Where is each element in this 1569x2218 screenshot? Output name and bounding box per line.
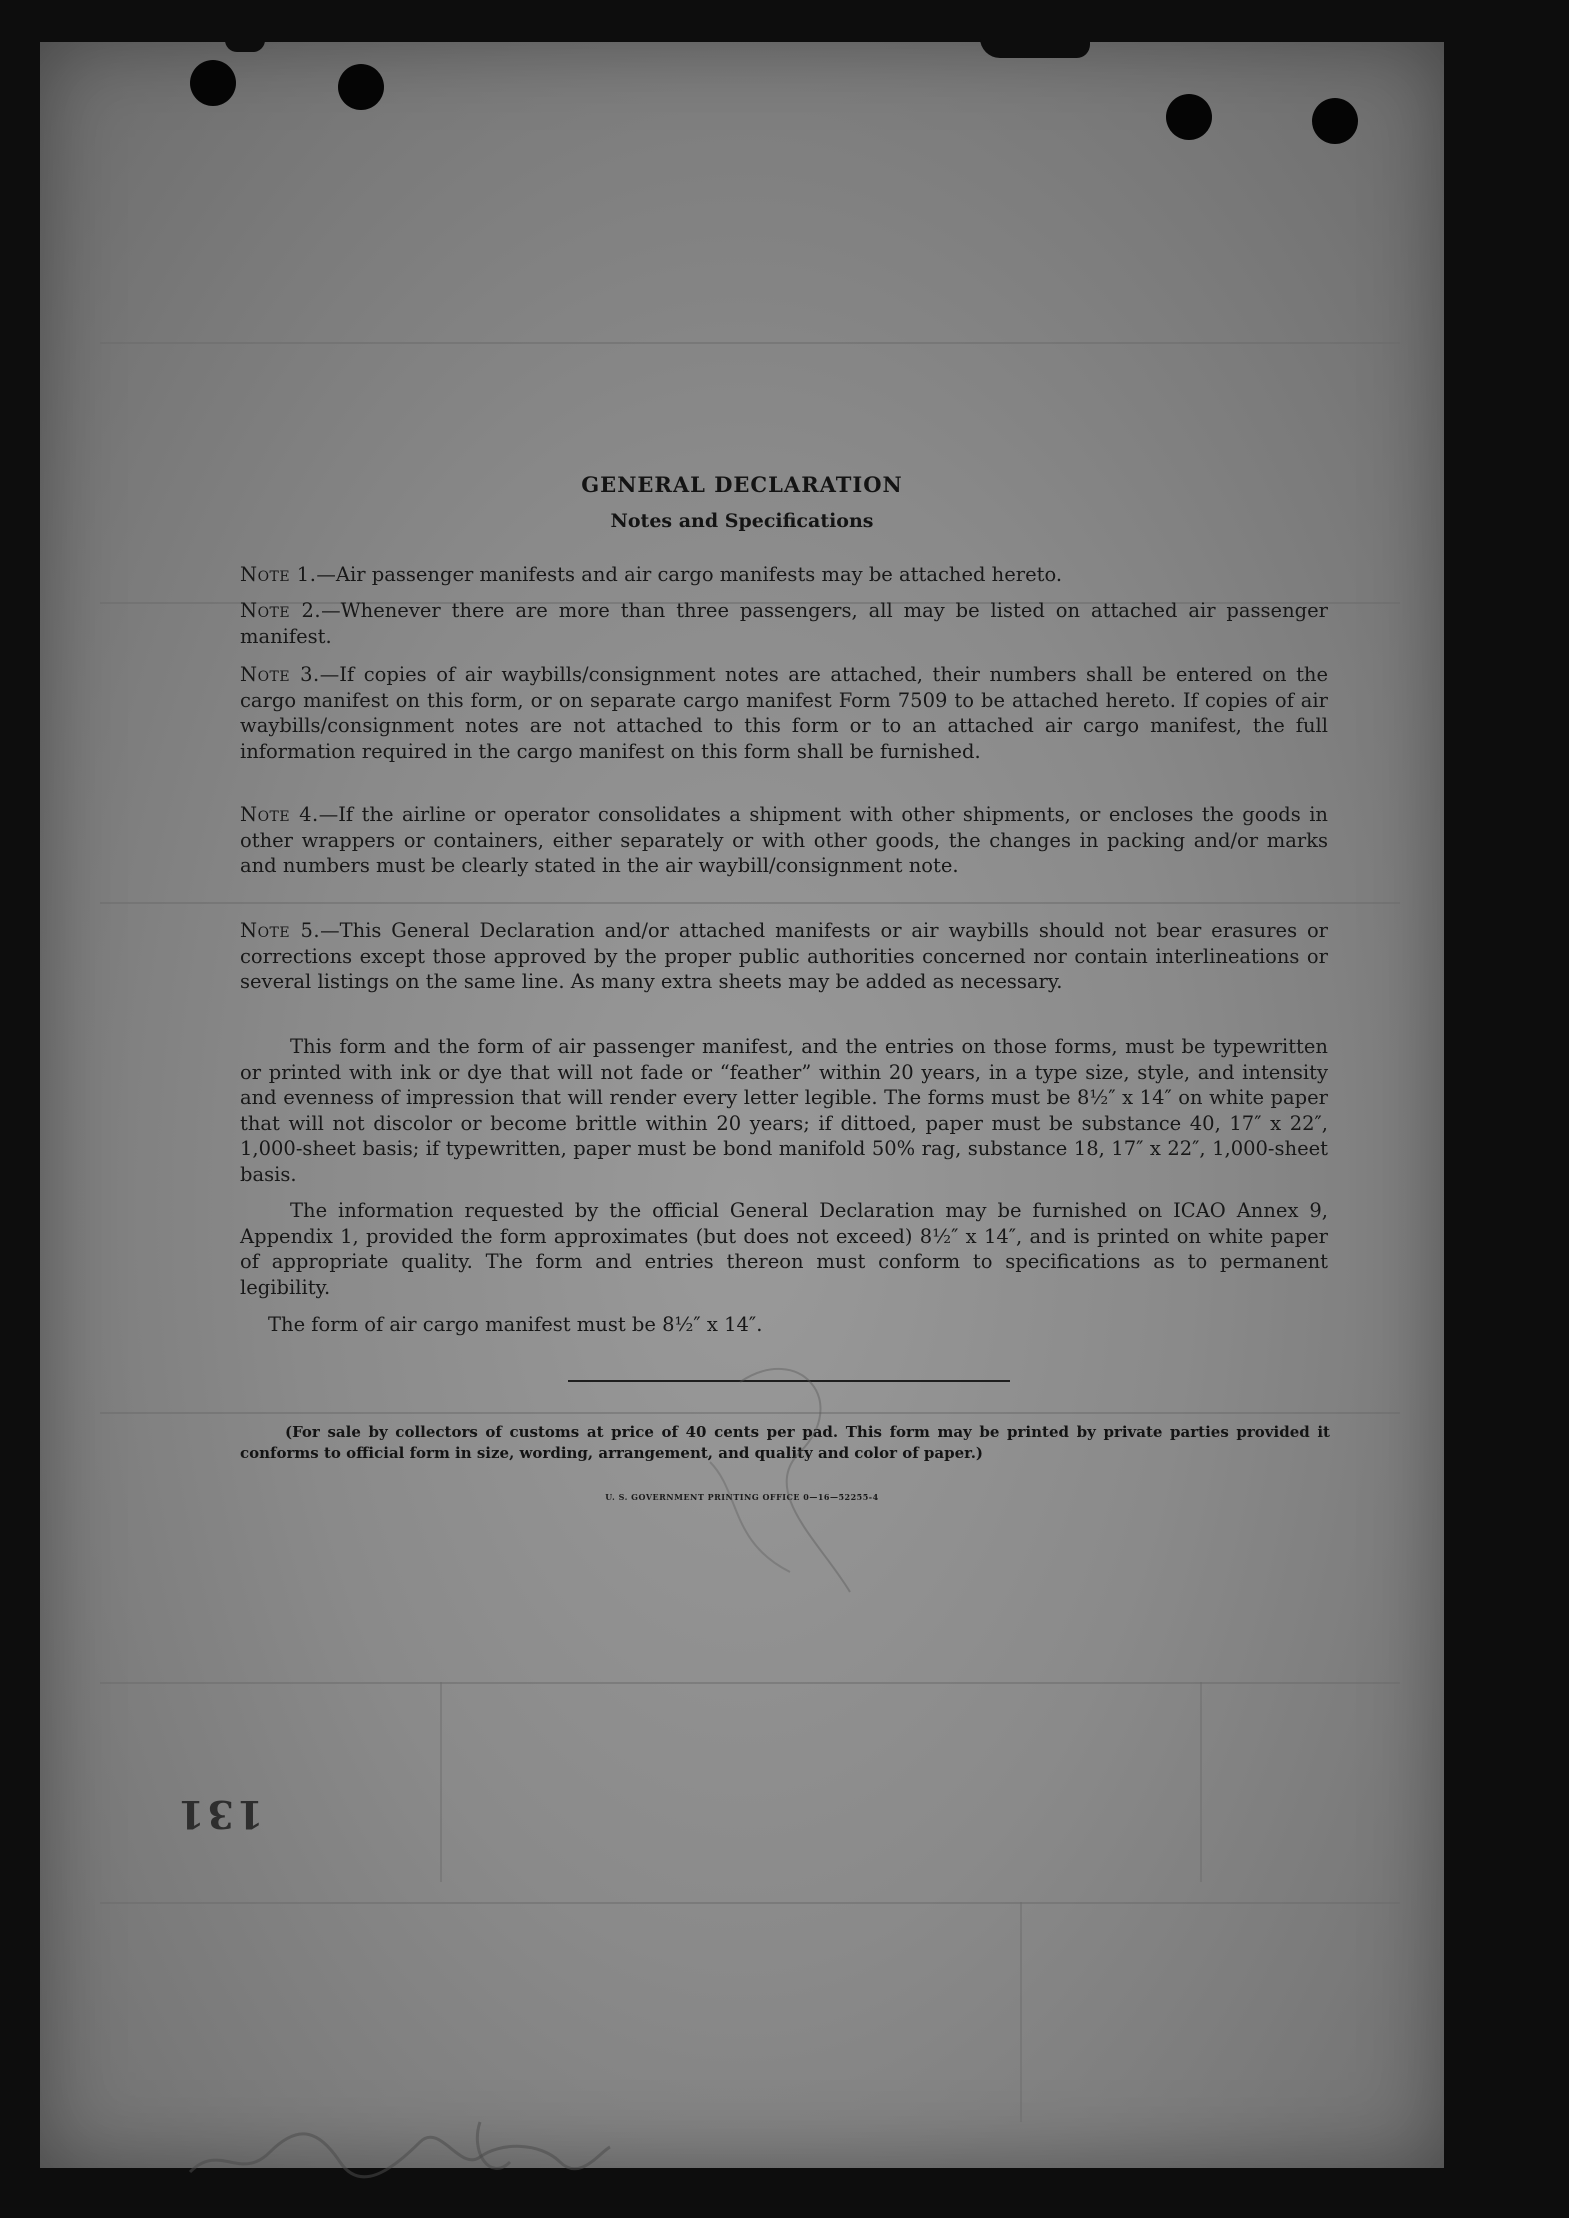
note-label: Note 1. <box>240 563 317 586</box>
note-2 <box>240 598 1328 649</box>
bleed-through-line <box>1200 1682 1202 1882</box>
paper-tear <box>225 38 265 52</box>
faint-stamp <box>680 1342 880 1622</box>
note-5 <box>240 918 1328 995</box>
spec-paragraph: The form of air cargo manifest must be 8½″ x 14″. <box>268 1313 763 1336</box>
note-text: —Air passenger manifests and air cargo manifests may be attached hereto. <box>316 563 1063 586</box>
spec-paragraph: The information requested by the official General Declaration may be furnished on ICAO Annex 9, Appendix 1, provided the form approximates (but does not exceed) 8½″ x 14″, and is printed on white paper of appropriate quality. The form and entries thereon must conform to specifications as to permanent legibility. <box>240 1199 1328 1299</box>
spec-paragraph: This form and the form of air passenger manifest, and the entries on those forms, must be typewritten or printed with ink or dye that will not fade or “feather” within 20 years, in a type size, style, and intensity and evenness of impression that will render every letter legible. The forms must be 8½″ x 14″ on white paper that will not discolor or become brittle within 20 years; if dittoed, paper must be substance 40, 17″ x 22″, 1,000-sheet basis; if typewritten, paper must be bond manifold 50% rag, substance 18, 17″ x 22″, 1,000-sheet basis. <box>240 1035 1328 1186</box>
punch-hole <box>1166 94 1212 140</box>
punch-hole <box>338 64 384 110</box>
note-text: —If copies of air waybills/consignment notes are attached, their numbers shall be entered on the cargo manifest on this form, or on separate cargo manifest Form 7509 to be attached hereto. If copies of air waybills/consignment notes are not attached to this form or to an attached air cargo manifest, the full information required in the cargo manifest on this form shall be furnished. <box>240 663 1328 763</box>
punch-hole <box>190 60 236 106</box>
note-1 <box>240 562 1328 588</box>
note-text: —If the airline or operator consolidates a shipment with other shipments, or encloses the goods in other wrappers or containers, either separately or with other goods, the changes in packing and/or marks and numbers must be clearly stated in the air waybill/consignment note. <box>240 803 1328 877</box>
note-text: —Whenever there are more than three passengers, all may be listed on attached air passenger manifest. <box>240 599 1328 648</box>
note-label: Note 5. <box>240 919 321 942</box>
bleed-through-line <box>100 902 1400 904</box>
punch-hole <box>1312 98 1358 144</box>
bleed-through-line <box>100 1902 1400 1904</box>
document-page <box>40 42 1444 2168</box>
page-subtitle: Notes and Specifications <box>610 510 874 532</box>
bleed-through-line <box>100 342 1400 344</box>
note-label: Note 3. <box>240 663 320 686</box>
note-label: Note 2. <box>240 599 322 622</box>
note-3 <box>240 662 1328 764</box>
bleed-through-line <box>1020 1902 1022 2122</box>
sale-notice: (For sale by collectors of customs at price of 40 cents per pad. This form may be printed by private parties provided it conforms to official form in size, wording, arrangement, and quality and color of paper.) <box>240 1423 1330 1462</box>
bleed-through-line <box>100 1682 1400 1684</box>
note-4 <box>240 802 1328 879</box>
note-label: Note 4. <box>240 803 319 826</box>
note-text: —This General Declaration and/or attached manifests or air waybills should not bear erasures or corrections except those approved by the proper public authorities concerned nor contain interlineations or several listings on the same line. As many extra sheets may be added as necessary. <box>240 919 1329 993</box>
printing-office-imprint: U. S. GOVERNMENT PRINTING OFFICE 0—16—52255-4 <box>605 1492 879 1502</box>
bleed-through-line <box>440 1682 442 1882</box>
signature-scrawl <box>180 2102 620 2192</box>
paper-tear <box>980 38 1090 58</box>
page-title: GENERAL DECLARATION <box>581 472 903 497</box>
stamp-number: 131 <box>175 1792 264 1837</box>
